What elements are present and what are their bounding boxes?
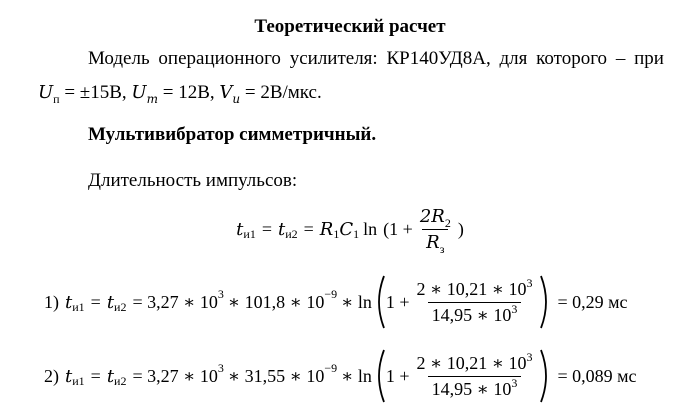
calc-expression: ∗ 101,8 ∗ 10 xyxy=(227,291,325,312)
intro-word: КР140УД8А, xyxy=(386,48,491,69)
formula-r: R xyxy=(319,219,334,240)
formula-t: t xyxy=(236,219,244,240)
fraction-numerator: 2 ∗ 10,21 ∗ 10 xyxy=(416,352,527,373)
left-paren-icon xyxy=(372,348,386,404)
calc-t: t xyxy=(106,291,115,313)
slew-rate-value: = 2В/мкс. xyxy=(244,82,322,103)
calc-sub: и1 xyxy=(72,373,85,388)
fraction-denominator: R xyxy=(426,232,440,253)
calc-exponent: 3 xyxy=(217,360,224,375)
intro-word: – xyxy=(615,48,626,69)
intro-word: для xyxy=(499,48,528,69)
intro-word: при xyxy=(634,48,664,69)
fraction-numerator: 2R xyxy=(419,206,445,227)
formula-sub: и2 xyxy=(285,227,298,241)
formula-t: t xyxy=(277,219,286,240)
calc-exponent: −9 xyxy=(324,360,338,375)
intro-word: Модель xyxy=(88,48,150,69)
max-voltage-value: = 12В, xyxy=(162,82,215,103)
calc-sub: и2 xyxy=(114,373,127,388)
calc-result: = 0,29 мс xyxy=(557,291,628,312)
calc-ln: ∗ ln xyxy=(341,291,372,312)
formula-sub: и1 xyxy=(243,227,256,241)
fraction-denominator: 14,95 ∗ 10 xyxy=(431,304,512,325)
formula-equals: = xyxy=(303,219,314,239)
right-paren-icon xyxy=(539,274,553,330)
formula-c: C xyxy=(339,219,354,240)
supply-voltage-var: U xyxy=(38,82,54,103)
calc-expression: ∗ 31,55 ∗ 10 xyxy=(227,365,325,386)
calc-t: t xyxy=(65,291,73,313)
max-voltage-sub: m xyxy=(146,92,158,106)
calculation-1: 1) t и1 = t и2 = 3,27 ∗ 10 3 ∗ 101,8 ∗ 10 −9 ∗ ln 1 + $\frac{2 ∗ 10,21 ∗ 10^3}{14,95 ∗ 10^3}$ = 0,29 мс xyxy=(44,274,628,330)
formula-open: (1 + xyxy=(383,219,413,239)
formula-sub: 2 xyxy=(444,216,451,230)
calc-expression: = 3,27 ∗ 10 xyxy=(132,365,218,386)
calc-fraction xyxy=(413,275,537,326)
calc-index: 1) xyxy=(44,291,59,312)
formula-sub: з xyxy=(439,242,445,256)
calc-t: t xyxy=(65,365,73,387)
formula-equals: = xyxy=(261,219,272,239)
right-paren-icon xyxy=(539,348,553,404)
formula-sub: 1 xyxy=(333,227,340,241)
pulse-duration-label: Длительность импульсов: xyxy=(88,170,298,191)
section-heading: Мультивибратор симметричный. xyxy=(88,124,377,145)
supply-voltage-value: = ±15В, xyxy=(64,82,127,103)
fraction-numerator: 2 ∗ 10,21 ∗ 10 xyxy=(416,278,527,299)
intro-word: операционного xyxy=(158,48,281,69)
calc-fraction xyxy=(413,349,537,400)
pulse-duration-formula xyxy=(0,206,700,256)
calc-expression: = 3,27 ∗ 10 xyxy=(132,291,218,312)
calc-exponent: 3 xyxy=(217,286,224,301)
formula-ln: ln xyxy=(363,219,378,239)
calc-exponent: 3 xyxy=(511,301,518,316)
calc-one-plus: 1 + xyxy=(385,365,410,386)
intro-line-2 xyxy=(38,82,322,104)
calc-exponent: 3 xyxy=(511,375,518,390)
formula-sub: 1 xyxy=(353,227,360,241)
calc-exponent: 3 xyxy=(526,349,533,364)
calc-sub: и2 xyxy=(114,299,127,314)
slew-rate-sub: u xyxy=(232,92,241,106)
intro-line-1 xyxy=(88,48,664,70)
slew-rate-var: V xyxy=(219,82,233,103)
calc-index: 2) xyxy=(44,365,59,386)
intro-word: которого xyxy=(536,48,608,69)
calc-sub: и1 xyxy=(72,299,85,314)
supply-voltage-sub: п xyxy=(53,92,60,106)
calculation-2: 2) t и1 = t и2 = 3,27 ∗ 10 3 ∗ 31,55 ∗ 10 −9 ∗ ln 1 + $\frac{2 ∗ 10,21 ∗ 10^3}{14,95 ∗ 10^3}$ = 0,089 мс xyxy=(44,348,637,404)
calc-exponent: 3 xyxy=(526,275,533,290)
calc-ln: ∗ ln xyxy=(341,365,372,386)
left-paren-icon xyxy=(372,274,386,330)
calc-result: = 0,089 мс xyxy=(557,365,637,386)
calc-one-plus: 1 + xyxy=(385,291,410,312)
calc-t: t xyxy=(106,365,115,387)
fraction-denominator: 14,95 ∗ 10 xyxy=(431,378,512,399)
calc-exponent: −9 xyxy=(324,286,338,301)
formula-close: ) xyxy=(457,219,464,239)
document-title: Теоретический расчет xyxy=(254,16,446,37)
max-voltage-var: U xyxy=(131,82,147,103)
intro-word: усилителя: xyxy=(289,48,378,69)
formula-fraction xyxy=(416,206,455,256)
